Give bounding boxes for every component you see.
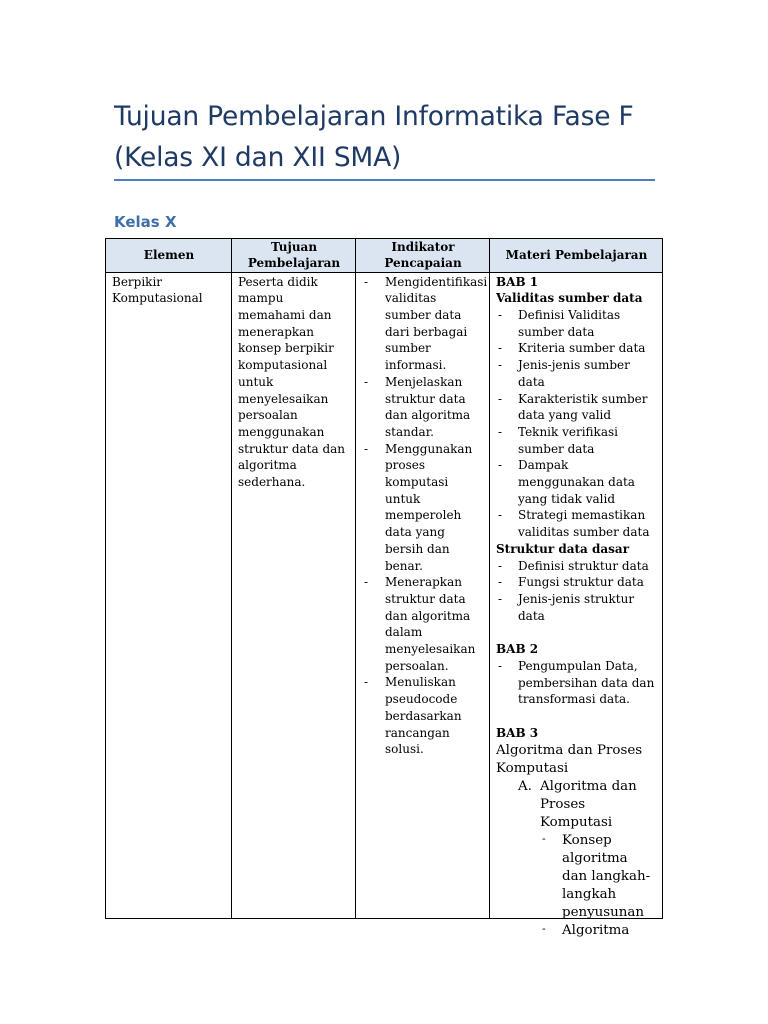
bab1-section2-title: Struktur data dasar	[496, 541, 630, 556]
bab1-section2-list	[496, 558, 657, 625]
lettered-marker: A.	[518, 778, 532, 794]
bab3-sub-list	[496, 832, 657, 940]
list-item: - Kriteria sumber data	[496, 340, 657, 357]
section-heading: Kelas X	[114, 213, 177, 231]
table-header-row	[106, 239, 663, 273]
list-item: - Jenis-jenis sumber data	[496, 357, 657, 390]
elemen-text: Berpikir Komputasional	[112, 274, 203, 306]
bab2-label: BAB 2	[496, 642, 539, 657]
list-item: - Dampak menggunakan data yang tidak valid	[496, 457, 657, 507]
indikator-list	[362, 274, 488, 758]
bab1-label: BAB 1	[496, 274, 539, 289]
list-item: - Mengidentifikasi validitas sumber data dari berbagai sumber informasi.	[362, 274, 484, 374]
list-item: - Fungsi struktur data	[496, 574, 657, 591]
list-item: - Algoritma	[540, 922, 657, 940]
document-title	[114, 96, 674, 178]
cell-indikator	[356, 272, 490, 918]
list-item: - Konsep algoritma dan langkah-langkah penyusunan	[540, 832, 657, 922]
spacer	[496, 708, 657, 725]
bab3-label: BAB 3	[496, 726, 539, 741]
cell-materi	[490, 272, 663, 938]
cell-elemen	[106, 272, 232, 918]
bab2-list	[496, 658, 657, 708]
bab1-section1-list	[496, 307, 657, 541]
list-item: - Menerapkan struktur data dan algoritma dalam menyelesaikan persoalan.	[362, 574, 484, 674]
list-item: - Karakteristik sumber data yang valid	[496, 391, 657, 424]
table-row	[106, 272, 663, 918]
bab1-section1-title: Validitas sumber data	[496, 291, 643, 306]
curriculum-table	[105, 238, 663, 938]
document-title-line-1: Tujuan Pembelajaran Informatika Fase F	[114, 101, 634, 132]
bab3-lettered-item	[496, 778, 657, 832]
list-item: - Definisi struktur data	[496, 558, 657, 575]
header-elemen: Elemen	[106, 239, 232, 273]
header-indikator: Indikator Pencapaian	[356, 239, 490, 273]
tujuan-text: Peserta didik mampu memahami dan menerapkan konsep berpikir komputasional untuk menyelesaikan persoalan menggunakan struktur data dan algoritma sederhana.	[238, 274, 346, 490]
spacer	[496, 624, 657, 641]
list-item: - Jenis-jenis struktur data	[496, 591, 657, 624]
list-item: - Teknik verifikasi sumber data	[496, 424, 657, 457]
list-item: - Menjelaskan struktur data dan algoritma standar.	[362, 374, 484, 441]
lettered-text: Algoritma dan Proses Komputasi	[540, 778, 637, 830]
title-divider	[114, 179, 655, 181]
document-title-line-2: (Kelas XI dan XII SMA)	[114, 142, 402, 173]
cell-tujuan	[232, 272, 356, 918]
header-materi: Materi Pembelajaran	[490, 239, 663, 273]
list-item: - Pengumpulan Data, pembersihan data dan transformasi data.	[496, 658, 657, 708]
list-item: - Menuliskan pseudocode berdasarkan rancangan solusi.	[362, 674, 484, 758]
header-tujuan: Tujuan Pembelajaran	[232, 239, 356, 273]
bab3-heading: Algoritma dan Proses Komputasi	[496, 742, 643, 776]
list-item: - Menggunakan proses komputasi untuk memperoleh data yang bersih dan benar.	[362, 441, 484, 575]
list-item: - Strategi memastikan validitas sumber data	[496, 507, 657, 540]
list-item: - Definisi Validitas sumber data	[496, 307, 657, 340]
